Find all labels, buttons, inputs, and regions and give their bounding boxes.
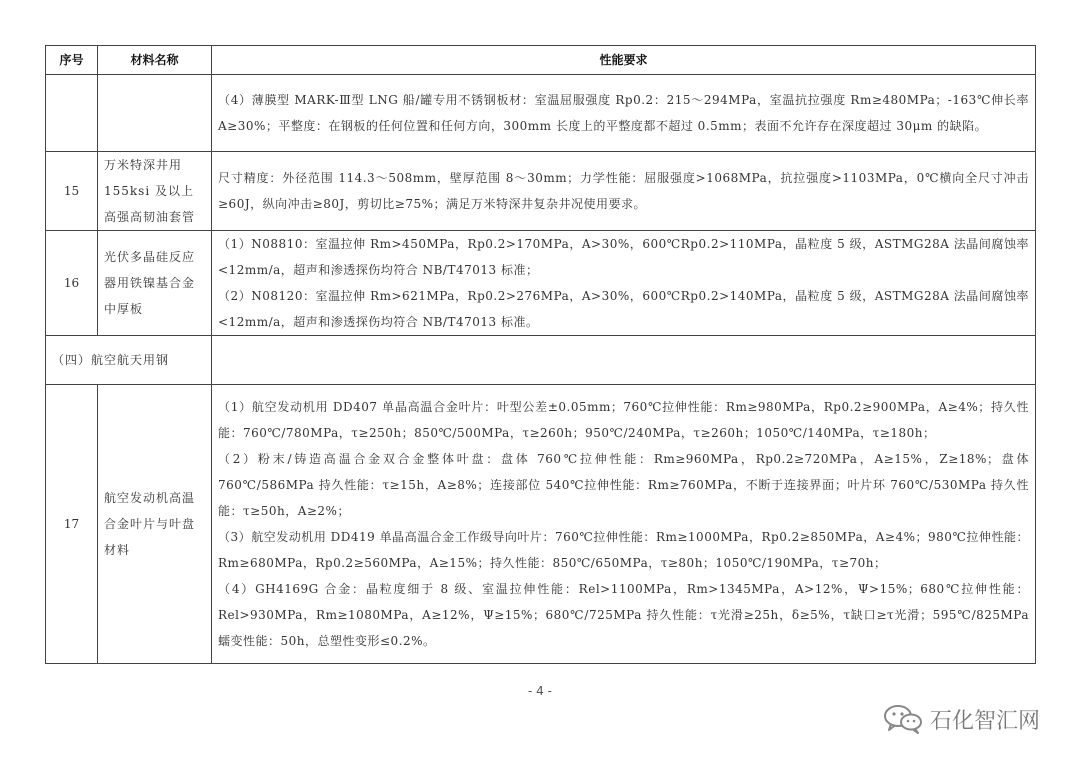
header-material: 材料名称 bbox=[98, 46, 212, 75]
row-material: 航空发动机高温合金叶片与叶盘材料 bbox=[98, 385, 212, 664]
row-material: 万米特深井用 155ksi 及以上高强高韧油套管 bbox=[98, 152, 212, 231]
header-requirement: 性能要求 bbox=[212, 46, 1036, 75]
page-number: - 4 - bbox=[528, 684, 552, 698]
watermark bbox=[882, 703, 1040, 735]
header-index: 序号 bbox=[46, 46, 98, 75]
requirement-paragraph: （2）粉末/铸造高温合金双合金整体叶盘：盘体 760℃拉伸性能：Rm≥960MPa，Rp0.2≥720MPa，A≥15%，Z≥18%；盘体 760℃/586MPa 持久性能：τ≥15h，A≥8%；连接部位 540℃拉伸性能：Rm≥760MPa，不断于连接界面；叶片环 760℃/530MPa 持久性能：τ≥50h，A≥2%； bbox=[218, 452, 1029, 518]
requirement-paragraph: （4）GH4169G 合金：晶粒度细于 8 级、室温拉伸性能：Rel>1100MPa，Rm>1345MPa，A>12%，Ψ>15%；680℃拉伸性能：Rel>930MPa，Rm≥1080MPa，A≥12%，Ψ≥15%；680℃/725MPa 持久性能：τ光滑≥25h，δ≥5%，τ缺口≥τ光滑；595℃/825MPa 蠕变性能：50h，总塑性变形≤0.2%。 bbox=[218, 582, 1029, 648]
wechat-logo-icon bbox=[882, 703, 924, 735]
section-empty-cell bbox=[212, 336, 1036, 385]
requirement-paragraph: （3）航空发动机用 DD419 单晶高温合金工作级导向叶片：760℃拉伸性能：Rm≥1000MPa，Rp0.2≥850MPa，A≥4%；980℃拉伸性能：Rm≥680MPa，Rp0.2≥560MPa，A≥15%；持久性能：850℃/650MPa，τ≥80h；1050℃/190MPa，τ≥70h； bbox=[218, 530, 1029, 570]
section-row bbox=[46, 336, 1036, 385]
table-row bbox=[46, 231, 1036, 336]
row-material: 光伏多晶硅反应器用铁镍基合金中厚板 bbox=[98, 231, 212, 336]
table-header-row bbox=[46, 46, 1036, 75]
requirement-paragraph: （2）N08120：室温拉伸 Rm>621MPa，Rp0.2>276MPa，A>30%，600℃Rp0.2>140MPa，晶粒度 5 级，ASTMG28A 法晶间腐蚀率<12mm/a，超声和渗透探伤均符合 NB/T47013 标准。 bbox=[218, 289, 1029, 329]
requirement-paragraph: （1）N08810：室温拉伸 Rm>450MPa，Rp0.2>170MPa，A>30%，600℃Rp0.2>110MPa，晶粒度 5 级，ASTMG28A 法晶间腐蚀率<12mm/a，超声和渗透探伤均符合 NB/T47013 标准； bbox=[218, 237, 1029, 277]
table-row bbox=[46, 152, 1036, 231]
row-requirement bbox=[212, 152, 1036, 231]
requirement-paragraph: （4）薄膜型 MARK-Ⅲ型 LNG 船/罐专用不锈钢板材：室温屈服强度 Rp0.2：215～294MPa，室温抗拉强度 Rm≥480MPa；-163℃伸长率 A≥30%；平整度：在钢板的任何位置和任何方向，300mm 长度上的平整度都不超过 0.5mm；表面不允许存在深度超过 30μm 的缺陷。 bbox=[218, 93, 1029, 133]
requirement-paragraph: （1）航空发动机用 DD407 单晶高温合金叶片：叶型公差±0.05mm；760℃拉伸性能：Rm≥980MPa，Rp0.2≥900MPa，A≥4%；持久性能：760℃/780MPa，τ≥250h；850℃/500MPa，τ≥260h；950℃/240MPa，τ≥260h；1050℃/140MPa，τ≥180h； bbox=[218, 400, 1029, 440]
section-label: （四）航空航天用钢 bbox=[46, 336, 212, 385]
row-material bbox=[98, 75, 212, 152]
row-requirement bbox=[212, 385, 1036, 664]
row-index: 15 bbox=[46, 152, 98, 231]
row-index: 17 bbox=[46, 385, 98, 664]
row-index bbox=[46, 75, 98, 152]
requirements-table bbox=[45, 45, 1036, 664]
row-requirement bbox=[212, 75, 1036, 152]
table-row bbox=[46, 75, 1036, 152]
watermark-text: 石化智汇网 bbox=[929, 708, 1040, 734]
requirement-paragraph: 尺寸精度：外径范围 114.3～508mm，壁厚范围 8～30mm；力学性能：屈服强度>1068MPa，抗拉强度>1103MPa，0℃横向全尺寸冲击≥60J，纵向冲击≥80J，剪切比≥75%；满足万米特深井复杂井况使用要求。 bbox=[218, 171, 1029, 211]
row-index: 16 bbox=[46, 231, 98, 336]
row-requirement bbox=[212, 231, 1036, 336]
table-row bbox=[46, 385, 1036, 664]
